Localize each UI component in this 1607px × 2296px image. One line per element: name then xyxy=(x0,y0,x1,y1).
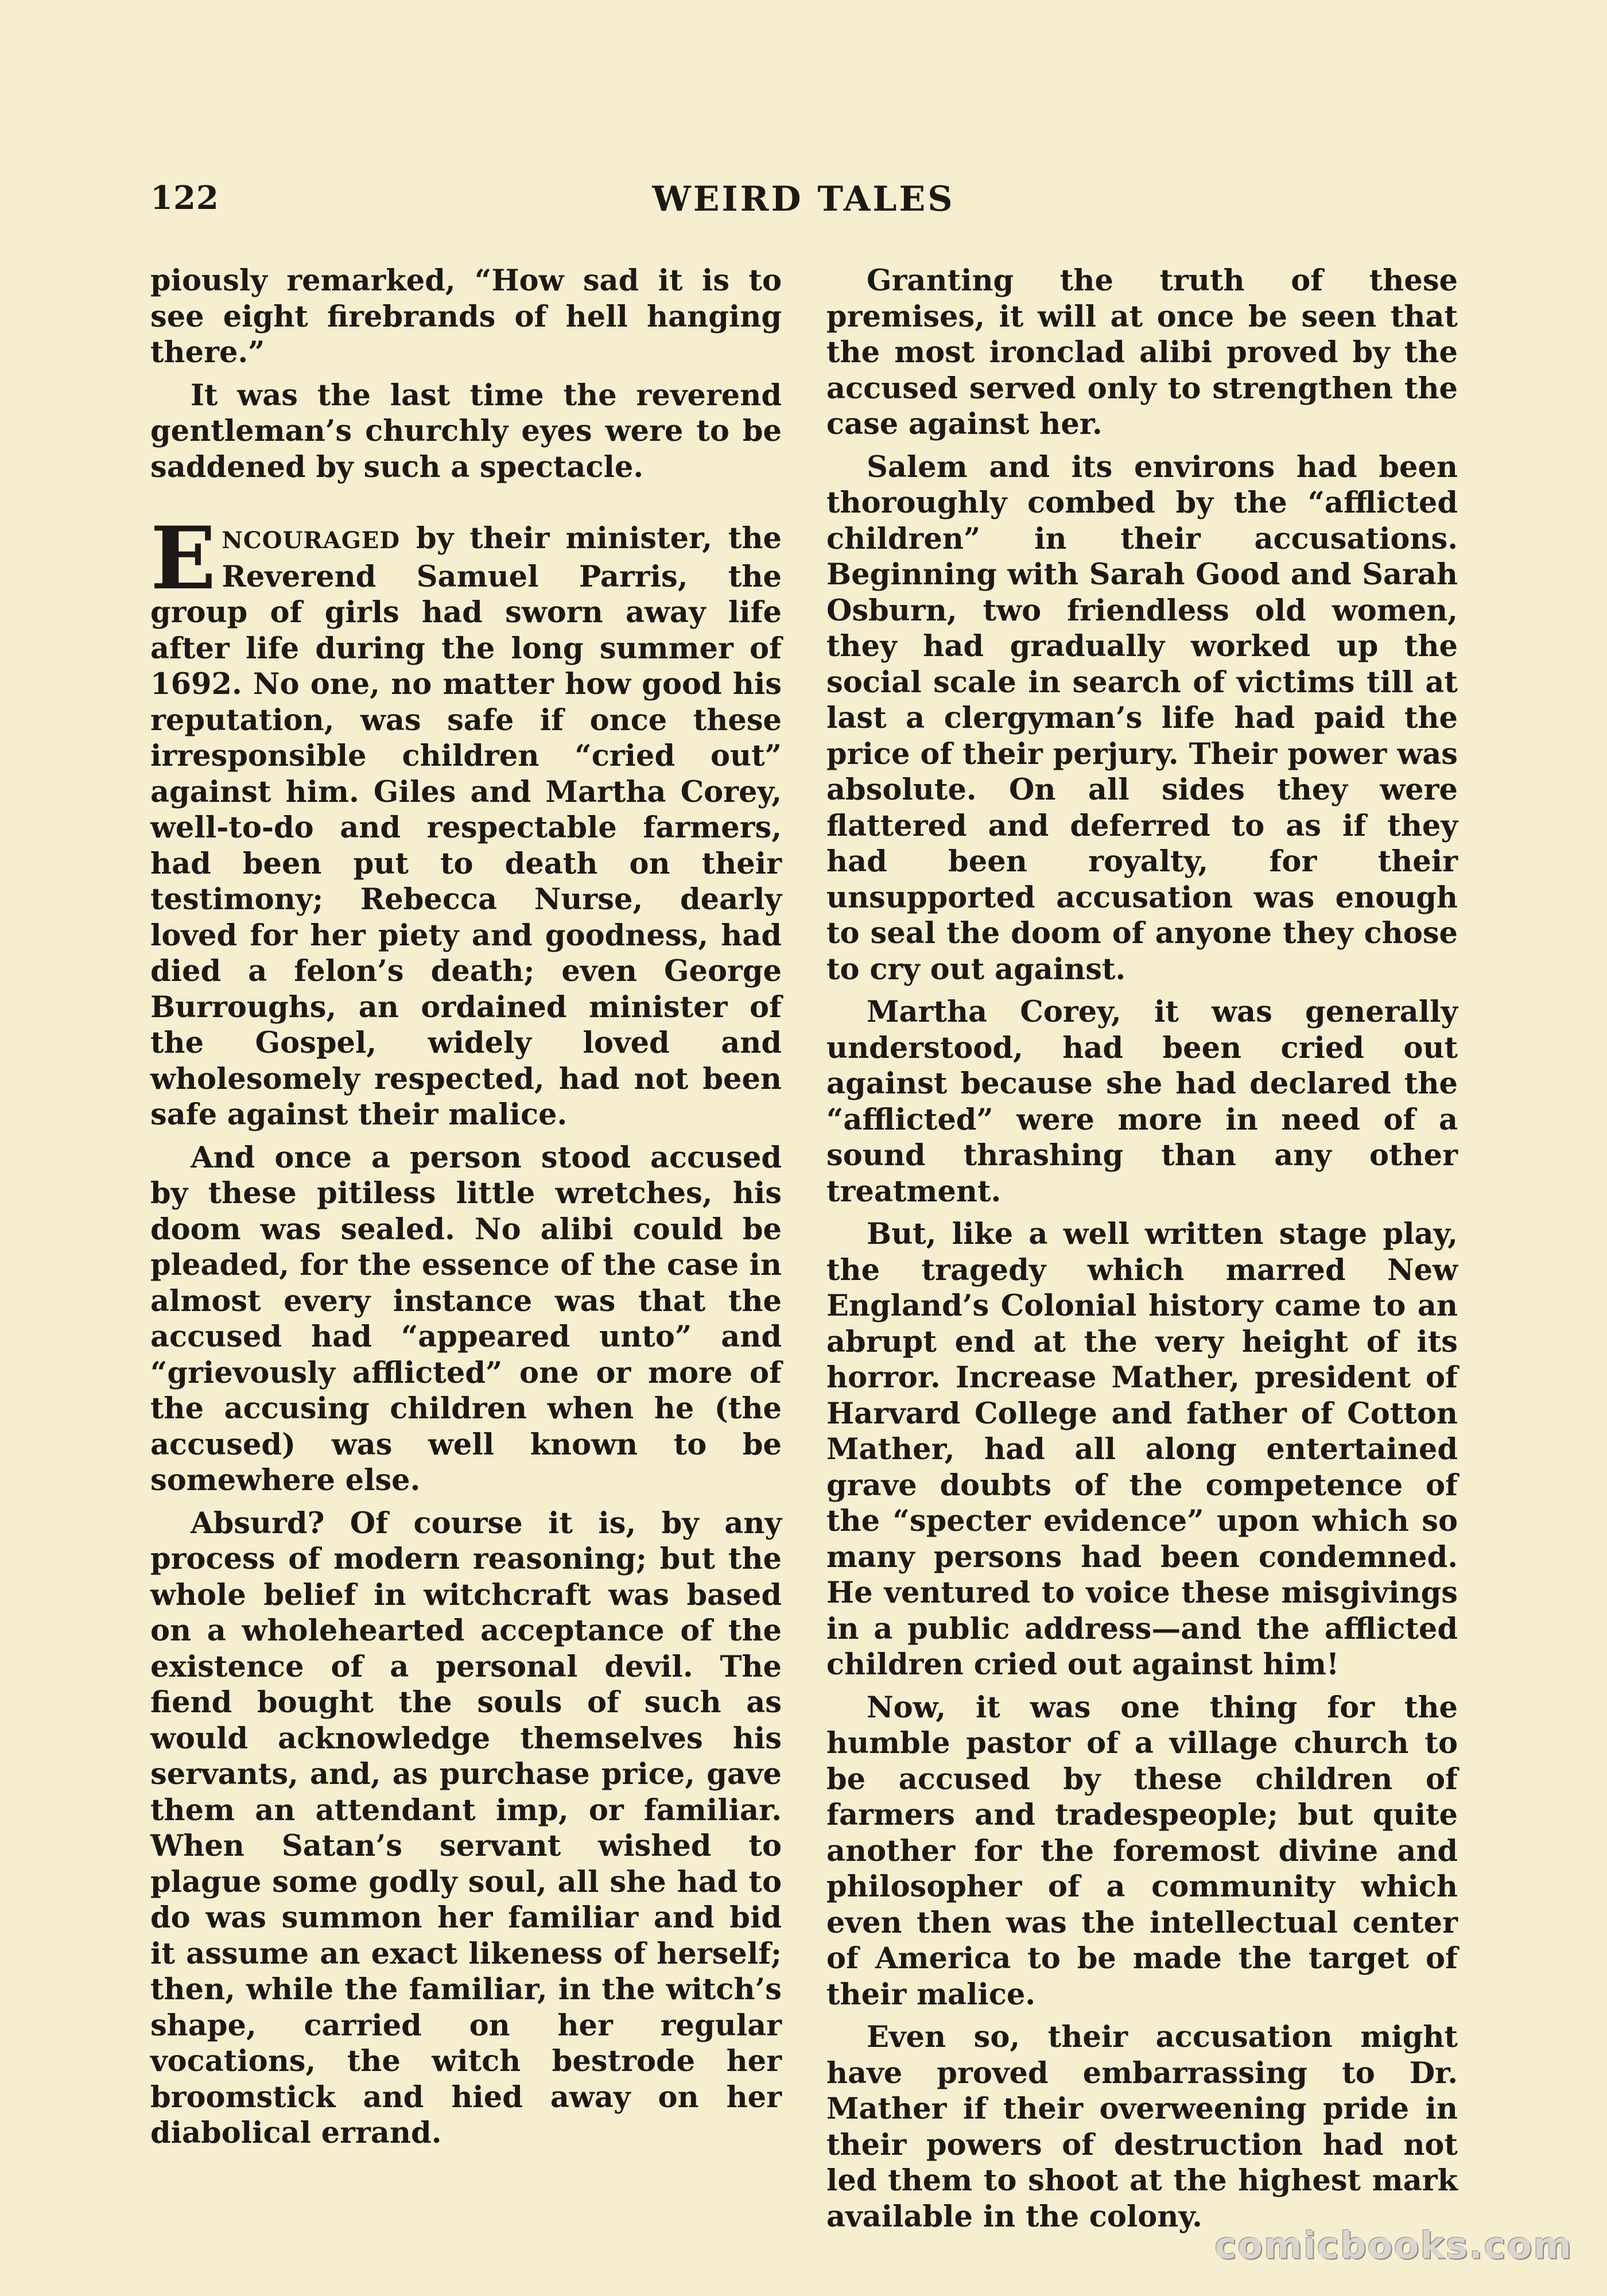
small-caps-lead: NCOURAGED xyxy=(222,527,401,554)
running-title: WEIRD TALES xyxy=(652,179,955,219)
section-opening-paragraph xyxy=(150,508,782,1133)
paragraph: Martha Corey, it was generally understood, had been cried out against because she had declared the “afflicted” were more in need of a sound thrashing than any other treatment. xyxy=(826,995,1458,1209)
paragraph: But, like a well written stage play, the tragedy which marred New England’s Colonial history came to an abrupt end at the very height of its horror. Increase Mather, president of Harvard College and father of Cotton Mather, had all along entertained grave doubts of the competence of the “specter evidence” upon which so many persons had been condemned. He ventured to voice these misgivings in a public address—and the afflicted children cried out against him! xyxy=(826,1217,1458,1682)
paragraph-text: by their minister, the Reverend Samuel Parris, the group of girls had sworn away life after life during the long summer of 1692. No one, no matter how good his reputation, was safe if once these irresponsible children “cried out” against him. Giles and Martha Corey, well-to-do and respectable farmers, had been put to death on their testimony; Rebecca Nurse, dearly loved for her piety and goodness, had died a felon’s death; even George Burroughs, an ordained minister of the Gospel, widely loved and wholesomely respected, had not been safe against their malice. xyxy=(150,521,782,1132)
section-break xyxy=(150,492,782,521)
paragraph: Now, it was one thing for the humble pastor of a village church to be accused by these children of farmers and tradespeople; but quite another for the foremost divine and philosopher of a community which even then was the intellectual center of America to be made the target of their malice. xyxy=(826,1690,1458,2012)
paragraph: Granting the truth of these premises, it will at once be seen that the most ironclad alibi proved by the accused served only to strengthen the case against her. xyxy=(826,263,1458,441)
paragraph: piously remarked, “How sad it is to see eight firebrands of hell hanging there.” xyxy=(150,263,782,370)
paragraph: It was the last time the reverend gentleman’s churchly eyes were to be saddened by such a spectacle. xyxy=(150,378,782,484)
paragraph: Absurd? Of course it is, by any process of modern reasoning; but the whole belief in witchcraft was based on a wholehearted acceptance of the existence of a personal devil. The fiend bought the souls of such as would acknowledge themselves his servants, and, as purchase price, gave them an attendant imp, or familiar. When Satan’s servant wished to plague some godly soul, all she had to do was summon her familiar and bid it assume an exact likeness of herself; then, while the familiar, in the witch’s shape, carried on her regular vocations, the witch bestrode her broomstick and hied away on her diabolical errand. xyxy=(150,1506,782,2150)
paragraph: Even so, their accusation might have proved embarrassing to Dr. Mather if their overweening pride in their powers of destruction had not led them to shoot at the highest mark available in the colony. xyxy=(826,2020,1458,2234)
paragraph: Salem and its environs had been thoroughly combed by the “afflicted children” in their accusations. Beginning with Sarah Good and Sarah Osburn, two friendless old women, they had gradually worked up the social scale in search of victims till at last a clergyman’s life had paid the price of their perjury. Their power was absolute. On all sides they were flattered and deferred to as if they had been royalty, for their unsupported accusation was enough to seal the doom of anyone they chose to cry out against. xyxy=(826,449,1458,987)
right-column xyxy=(826,263,1458,2241)
paragraph: And once a person stood accused by these pitiless little wretches, his doom was sealed. No alibi could be pleaded, for the essence of the case in almost every instance was that the accused had “appeared unto” and “grievously afflicted” one or more of the accusing children when he (the accused) was well known to be somewhere else. xyxy=(150,1140,782,1498)
page-number: 122 xyxy=(150,179,219,217)
left-column xyxy=(150,263,782,2158)
drop-cap: E xyxy=(150,508,216,609)
site-watermark: comicbooks.com xyxy=(1214,2225,1573,2267)
